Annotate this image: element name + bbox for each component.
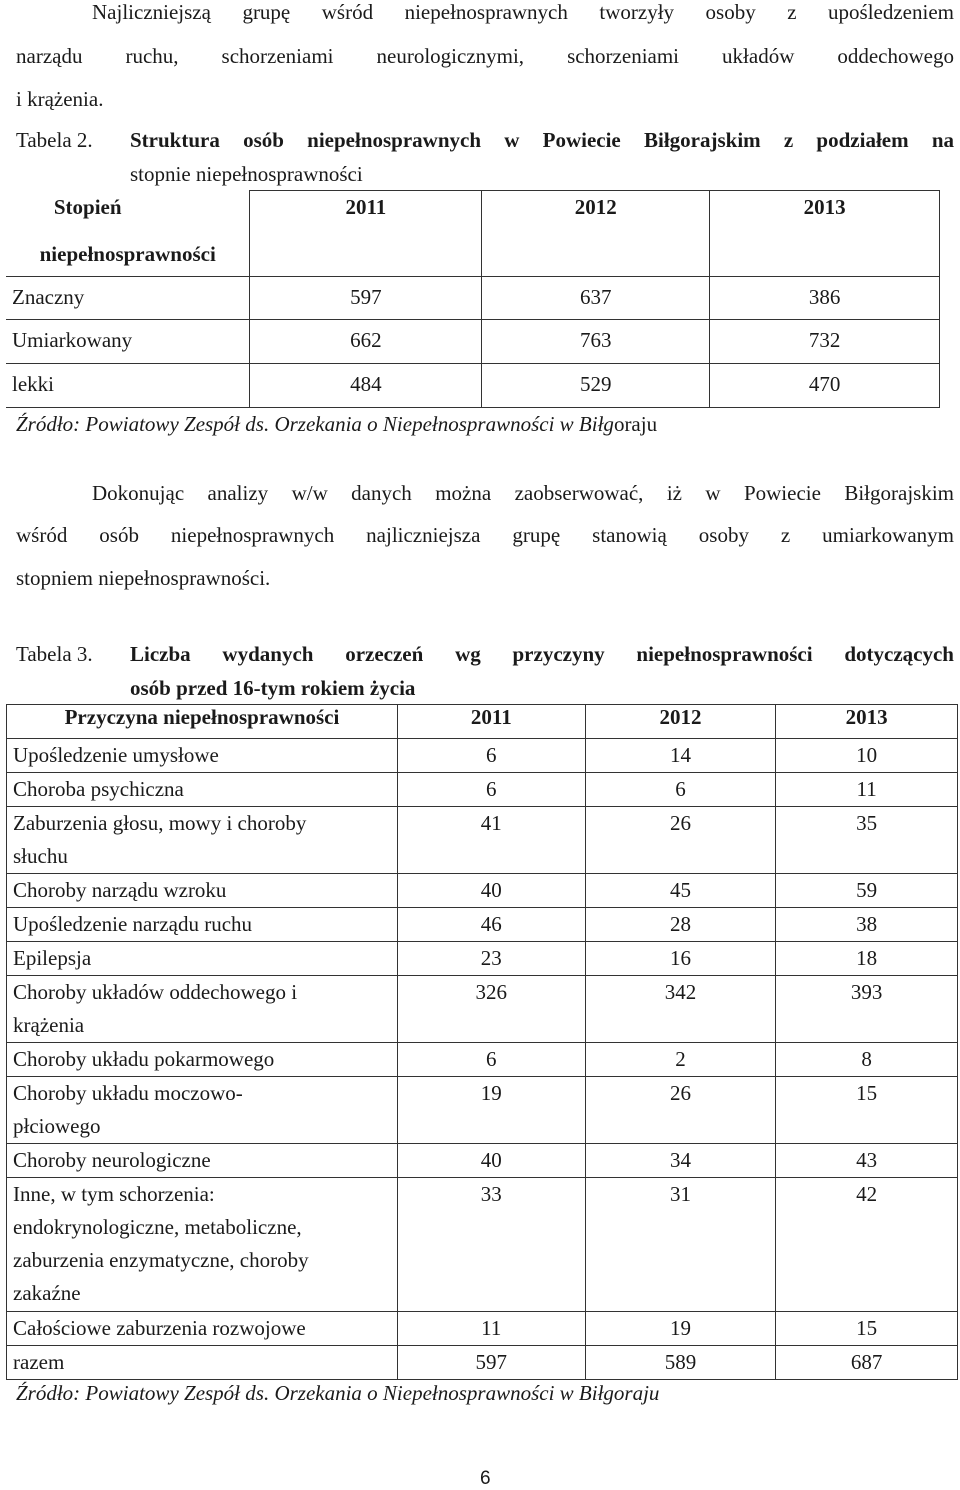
table3-cell: 46: [397, 908, 585, 942]
table2-header-row: [6, 191, 940, 277]
table3-row-label: Choroby układu pokarmowego: [7, 1043, 398, 1077]
table3-cell: 597: [397, 1346, 585, 1380]
table3-row-label: Całościowe zaburzenia rozwojowe: [7, 1312, 398, 1346]
table2-header-degree-line1: Stopień: [53, 194, 122, 219]
table3-row-label: [7, 976, 398, 1043]
table2-cell: 484: [250, 364, 482, 408]
table3-cell: 34: [585, 1144, 776, 1178]
intro-line-1: [92, 0, 954, 25]
table3-cell: 31: [585, 1178, 776, 1312]
table2: [6, 190, 940, 408]
table2-header-2012: 2012: [482, 191, 710, 277]
table3-cell: 35: [776, 807, 958, 874]
table3-cell: 15: [776, 1077, 958, 1144]
table3-row-label-text: Inne, w tym schorzenia: endokrynologiczne, metaboliczne, zaburzenia enzymatyczne, choroby zakaźne: [13, 1182, 309, 1305]
table3-cell: 33: [397, 1178, 585, 1312]
table2-row-label: Umiarkowany: [6, 320, 250, 364]
table3-cell: 19: [585, 1312, 776, 1346]
table-row: [7, 807, 958, 874]
table-row: [7, 1178, 958, 1312]
table3-row-label: Choroby narządu wzroku: [7, 874, 398, 908]
table2-row-label: Znaczny: [6, 277, 250, 320]
table3-header-row: [7, 705, 958, 739]
analysis-line-3: stopniem niepełnosprawności.: [16, 566, 271, 590]
table3-header-2012: 2012: [585, 705, 776, 739]
table3-cell: 14: [585, 739, 776, 773]
table-row: [6, 364, 940, 408]
table-row: [7, 1144, 958, 1178]
table3-header-2011: 2011: [397, 705, 585, 739]
table3-row-label: Choroby neurologiczne: [7, 1144, 398, 1178]
table3-cell: 687: [776, 1346, 958, 1380]
table3-source: Źródło: Powiatowy Zespół ds. Orzekania o Niepełnosprawności w Biłgoraju: [16, 1381, 660, 1405]
table2-label: Tabela 2.: [16, 128, 93, 152]
table3-row-label: Upośledzenie umysłowe: [7, 739, 398, 773]
table2-cell: 732: [710, 320, 940, 364]
table2-title-line1: Struktura osób niepełnosprawnych w Powiecie Biłgorajskim z podziałem na: [130, 128, 954, 152]
table2-header-degree: [6, 191, 250, 277]
table2-source-rest: oraju: [613, 412, 658, 436]
intro-line-2: narządu ruchu, schorzeniami neurologicznymi, schorzeniami układów oddechowego: [16, 44, 954, 68]
table-row: [7, 908, 958, 942]
table-row: [7, 1346, 958, 1380]
table3-cell: 26: [585, 1077, 776, 1144]
intro-line-3: i krążenia.: [16, 87, 104, 111]
table2-title-line2: stopnie niepełnosprawności: [130, 162, 363, 186]
table-row: [7, 1077, 958, 1144]
table2-cell: 637: [482, 277, 710, 320]
table3-cell: 40: [397, 1144, 585, 1178]
table3-cell: 342: [585, 976, 776, 1043]
page-number: 6: [480, 1468, 491, 1489]
table3-row-label: Epilepsja: [7, 942, 398, 976]
table3-cell: 42: [776, 1178, 958, 1312]
intro-text-1: Najliczniejszą grupę wśród niepełnosprawnych tworzyły osoby z upośledzeniem: [92, 0, 954, 24]
table3-cell: 59: [776, 874, 958, 908]
table3-cell: 393: [776, 976, 958, 1043]
table3-cell: 41: [397, 807, 585, 874]
table3-cell: 26: [585, 807, 776, 874]
table3-cell: 11: [397, 1312, 585, 1346]
table3-row-label-text: Choroby układów oddechowego i krążenia: [13, 980, 298, 1037]
table3-row-label-text: Zaburzenia głosu, mowy i choroby słuchu: [13, 811, 307, 868]
table3-row-label: Choroba psychiczna: [7, 773, 398, 807]
table3-row-label: [7, 807, 398, 874]
table3-cell: 23: [397, 942, 585, 976]
table3-label: Tabela 3.: [16, 642, 93, 666]
table2-cell: 662: [250, 320, 482, 364]
table2-header-2011: 2011: [250, 191, 482, 277]
table3-cell: 8: [776, 1043, 958, 1077]
table2-header-2013: 2013: [710, 191, 940, 277]
table3-cell: 6: [585, 773, 776, 807]
table3-row-label: [7, 1178, 398, 1312]
table2-source-italic: Źródło: Powiatowy Zespół ds. Orzekania o Niepełnosprawności w Biłg: [16, 412, 614, 436]
table3-cell: 15: [776, 1312, 958, 1346]
table3: [6, 704, 958, 1380]
table2-source: [16, 412, 657, 437]
table3-cell: 6: [397, 1043, 585, 1077]
table3-cell: 28: [585, 908, 776, 942]
table3-cell: 6: [397, 773, 585, 807]
table3-title-line1: Liczba wydanych orzeczeń wg przyczyny niepełnosprawności dotyczących: [130, 642, 954, 666]
table3-cell: 6: [397, 739, 585, 773]
table3-body: [7, 739, 958, 1380]
table-row: [6, 277, 940, 320]
analysis-line-2: wśród osób niepełnosprawnych najliczniejsza grupę stanowią osoby z umiarkowanym: [16, 523, 954, 547]
table3-cell: 40: [397, 874, 585, 908]
table2-cell: 386: [710, 277, 940, 320]
table2-cell: 470: [710, 364, 940, 408]
table2-header-degree-line2: niepełnosprawności: [39, 241, 216, 266]
table-row: [7, 874, 958, 908]
table3-cell: 16: [585, 942, 776, 976]
table3-row-label: razem: [7, 1346, 398, 1380]
table3-title-line2: osób przed 16-tym rokiem życia: [130, 676, 416, 700]
table3-row-label-text: Choroby układu moczowo-płciowego: [13, 1081, 243, 1138]
table3-cell: 10: [776, 739, 958, 773]
table2-cell: 529: [482, 364, 710, 408]
table3-cell: 589: [585, 1346, 776, 1380]
table3-row-label: [7, 1077, 398, 1144]
table-row: [7, 942, 958, 976]
table3-cell: 326: [397, 976, 585, 1043]
table3-header-cause: Przyczyna niepełnosprawności: [7, 705, 398, 739]
table3-cell: 18: [776, 942, 958, 976]
table-row: [7, 739, 958, 773]
table3-cell: 19: [397, 1077, 585, 1144]
table-row: [7, 1043, 958, 1077]
table2-cell: 763: [482, 320, 710, 364]
table-row: [7, 1312, 958, 1346]
table3-row-label: Upośledzenie narządu ruchu: [7, 908, 398, 942]
table3-header-2013: 2013: [776, 705, 958, 739]
table3-cell: 45: [585, 874, 776, 908]
table-row: [7, 773, 958, 807]
table3-cell: 38: [776, 908, 958, 942]
table3-cell: 11: [776, 773, 958, 807]
table-row: [7, 976, 958, 1043]
table-row: [6, 320, 940, 364]
analysis-line-1: Dokonując analizy w/w danych można zaobserwować, iż w Powiecie Biłgorajskim: [92, 481, 954, 505]
table3-cell: 43: [776, 1144, 958, 1178]
table2-row-label: lekki: [6, 364, 250, 408]
table2-cell: 597: [250, 277, 482, 320]
table3-cell: 2: [585, 1043, 776, 1077]
